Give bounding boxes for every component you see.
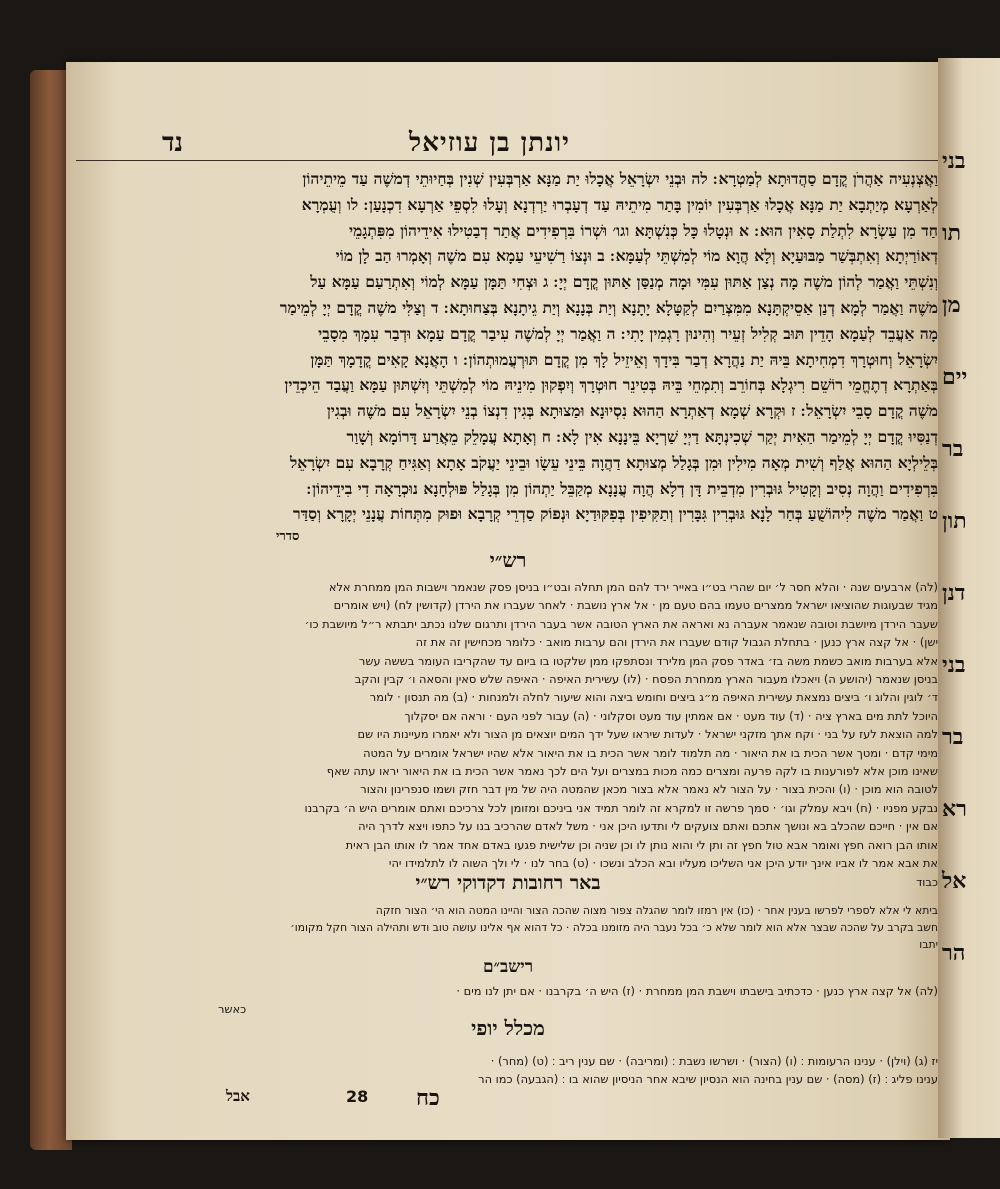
targum-line: דְנַסִּיוּ קֳדָם יְיָ לְמֵימַר הַאִית יְקַר שְׁכִינְתָּא דַיְיָ שַׁרְיָא בֵּינָנָא אִין לָא ׃ ח וְאָתָא עֲמָלֵק מֵאֲרַע דָּרוֹמָא וְשָׁוַר bbox=[346, 426, 938, 446]
rashi-line: אם אין · חייכם שהכלב בא ונושך אתכם ואתם צועקים לי ותדעו היכן אני · משל לאדם שהרכיב בנו על כתפו ויצא לדרך היה bbox=[358, 819, 938, 834]
next-page-fragment: תון bbox=[942, 508, 967, 534]
next-page-fragment: מן bbox=[942, 292, 961, 318]
targum-text bbox=[78, 166, 938, 527]
beer-rechovot-text bbox=[78, 902, 938, 953]
beer-line: יתבו bbox=[919, 938, 938, 951]
next-page-fragment: אל bbox=[942, 868, 967, 894]
rashi-line: (לה) ארבעים שנה · והלא חסר ל׳ יום שהרי בט״ו באייר ירד להם המן תחלה ובט״ו בניסן פסק שנאמר וישבות המן ממחרת אלא bbox=[328, 580, 938, 594]
next-page-fragment: בר bbox=[942, 724, 964, 750]
mikhlol-yofi-heading: מכלל יופי bbox=[471, 1016, 545, 1040]
next-page-fragment: בני bbox=[942, 148, 966, 174]
rashi-line: למה הוצאת לעז על בני · וקח אתך מזקני ישראל · לעדות שיראו שעל ידך המים יוצאים מן הצור ולא יאמרו מעיינות היו שם bbox=[357, 727, 938, 742]
signature-number: 28 bbox=[346, 1087, 369, 1106]
beer-line: חשב בקרב על שהכה שבצר אלא הוא לומר שלא כ׳ בכל נעבר היה מזומנו בכלה · כל דהוא אף אלינו עושה טוב ודש ותהילה הצור חקל מקומו׳ bbox=[290, 921, 938, 934]
next-page-fragment: דנן bbox=[942, 580, 966, 606]
mikhlol-yofi-text bbox=[78, 1052, 938, 1088]
next-page-fragment: רא bbox=[942, 796, 967, 822]
targum-line: בִּרְפִידִים וַהֲוָה נְסִיב וְקָטִיל גּוּבְרִין מִדְבֵית דָּן דְלָא הֲוָה עֲנָנָא מְקַבֵּל יַתְהוֹן מִן בְּגָלַל פּוּלְחָנָא נוּכְרָאָה דִי בִידֵיהוֹן ׃ bbox=[306, 478, 938, 498]
targum-line: מָה אַעֲבֵד לְעַמָא הָדֵין תּוּב קְלִיל זְעֵיר וְהִינוּן רָגְמִין יָתִי ׃ ה וַאֲמַר יְיָ לְמשֶׁה עִיבַר קֳדָם עַמָא וּדְבַר עִמָךְ מִסָבֵי bbox=[318, 323, 938, 343]
rashbam-text bbox=[78, 982, 938, 1018]
next-page-fragment: בני bbox=[942, 652, 966, 678]
book-page bbox=[66, 62, 950, 1140]
signature-mark: כח bbox=[416, 1085, 440, 1111]
rashi-heading: רש״י bbox=[489, 548, 527, 572]
rashi-line: בניסן שנאמר (יהושע ה) ויאכלו מעבור הארץ ממחרת הפסח · (לו) עשירית האיפה · האיפה שלש סאין והסאה ו׳ קבין והקב bbox=[354, 672, 938, 687]
rashbam-line: (לה) אל קצה ארץ כנען · כדכתיב בישבתו וישבת המן ממחרת · (ז) היש ה׳ בקרבנו · אם יתן לנו מים · bbox=[456, 984, 938, 998]
targum-line: משֶׁה וַאֲמַר לְמָא דְנַן אַסֵיקְתָּנָא מִמִּצְרַיִם לְקַטָּלָא יָתָנָא וְיַת בְּנָנָא וְיַת גֵיתָנָא בְּצַחוּתָא ׃ ד וְצַלִּי משֶׁה קֳדָם יְיָ לְמֵימַר bbox=[279, 297, 938, 317]
beer-rechovot-heading: באר רחובות דקדוקי רש״י bbox=[415, 872, 601, 894]
next-page-fragment: בר bbox=[942, 436, 964, 462]
rashi-line: ד׳ לוגין והלוג ו׳ ביצים נמצאת עשירית האיפה מ״ג ביצים וחומש ביצה והוא שיעור לחלה ולמנחות · (ב) מה תנסון · לומר bbox=[369, 690, 938, 705]
rashi-line: נבקע מפניו · (ח) ויבא עמלק וגו׳ · סמך פרשה זו למקרא זה לומר תמיד אני ביניכם ומזומן לכל צרכיכם ואתם אומרים היש ה׳ בקרבנו bbox=[304, 800, 938, 815]
targum-line: דְאוֹרַיְתָא וְאִתְבְּשַׁר מַבּוּעַיָא וְלָא הֲוָא מוֹי לְמִשְׁתֵּי לְעַמָּא ׃ ב וּנְצוֹ רַשִׁיעֵי עַמָא עִם משֶׁה וְאָמְרוּ הַב לָן מוֹי bbox=[335, 246, 938, 266]
targum-line: ט וַאֲמַר משֶׁה לִיהוֹשֻׁעַ בְּחַר לָנָא גּוּבְרִין גִּבָּרִין וְתַקִּיפִין בְּפִקּוּדַיָא וּנְפוֹק סַדְרֵי קְרָבָא וּפוּק מִתְּחוֹת עֲנָנֵי יְקָרָא וְסַדַּר bbox=[292, 504, 938, 524]
next-page-fragment: הר bbox=[942, 940, 966, 966]
rashi-line: את אבא אמר לו אביו אינך יודע היכן אני השליכו מעליו ובא הכלב ונשכו · (ט) בחר לנו · לי ולך השוה לו לתלמידו יהי bbox=[388, 856, 938, 871]
header-rule bbox=[76, 160, 940, 161]
targum-line: וְנִשְׁתֵּי וַאֲמַר לְהוֹן משֶׁה מָה נְצַן אַתּוּן עִמִּי וּמָה מְנַסַּן אַתּוּן קֳדָם יְיָ ׃ ג וּצְחִי תַּמָּן עַמָּא לְמוֹי וְאִתְרַעַם עַמָּא עַל bbox=[310, 272, 938, 292]
mikhlol-line: יז (ג) (וילן) · ענינו הרעומות ׃ (ו) (הצור) · ושרשו נשבת ׃ (ומריבה) · שם ענין ריב ׃ (ט) (מחר) · bbox=[490, 1054, 938, 1068]
rashi-line: ישן) · אל קצה ארץ כנען · בתחלת הגבול קודם שעברו את הירדן והם ערבות מואב · כלומר מכחישין זה את זה bbox=[415, 635, 938, 650]
targum-line: לְאַרְעָא מְיַתְבָא יַת מַנָּא אֲכָלוּ אַרְבְּעִין יוֹמִין בָּתַר מִיתֵיהּ עַד דְעָבְרוּ יַרְדְנָא וְעָלוּ לִסְפֵי אַרְעָא דִכְנָעַן ׃ לו וְעֻמְרָא bbox=[301, 194, 938, 214]
signature-line bbox=[226, 1087, 556, 1117]
mikhlol-line: ענינו פליג ׃ (ז) (מסה) · שם ענין בחינה הוא הנסיון שיבא אחר הניסיון שהוא בו ׃ (הגבעה) כמו הר bbox=[478, 1072, 938, 1086]
targum-line: וַאֲצְנְעִיה אַהֲרֹן קֳדָם סַהֲדוּתָא לְמַטְרָא ׃ לה וּבְנֵי יִשְׂרָאֵל אֲכָלוּ יַת מַנָּא אַרְבְּעִין שְׁנִין בְּחַיוּתֵי דְמשֶׁה עַד מֵיתֵיהוֹן bbox=[302, 169, 938, 188]
rashi-line: שאינו מוכן אלא לפורענות בו לקה פרעה ומצרים כמה מכות במצרים ועל הים לכך נאמר אשר הכית בו את היאור יראו עתה שאף bbox=[326, 764, 938, 779]
rashi-line: היוכל לתת מים בארץ ציה · (ד) עוד מעט · אם אמתין עוד מעט וסקלוני · (ה) עבור לפני העם · וראה אם יסקלוך bbox=[404, 708, 938, 723]
rashi-line: אלא בערבות מואב כשמת משה בז׳ באדר פסק המן מלירד ונסתפקו ממן שלקטו בו ביום עד שהקריבו העומר בששה עשר bbox=[358, 653, 938, 668]
rashi-line: שעבר הירדן מיושבת וטובה שנאמר אעברה נא ואראה את הארץ הטובה אשר בעבר הירדן ותרגום שלנו נכתב יתבתא ר״ל מיושבת כו׳ bbox=[304, 616, 938, 631]
running-title: יונתן בן עוזיאל bbox=[409, 128, 570, 158]
rashbam-heading: רישב״ם bbox=[482, 957, 534, 977]
next-page-fragment: יים bbox=[942, 364, 968, 390]
targum-catchword: סדרי bbox=[276, 529, 300, 544]
rashi-commentary bbox=[78, 578, 938, 891]
next-page-fragment: תו bbox=[942, 220, 962, 246]
rashi-line: כבוד bbox=[916, 874, 938, 889]
folio-number: נד bbox=[162, 128, 183, 158]
targum-line: חַד מִן עַשְׂרָא לִתְלַת סָאִין הוּא ׃ א וּנְטָלוּ כָּל כְּנִשְׁתָּא וגו׳ וּשְׁרוֹ בִּרְפִידִים אֲתַר דְבַטִילוּ אִידֵיהוֹן מִפִּתְגָמֵי bbox=[348, 220, 938, 240]
rashi-line: אותו הבן רואה חפץ ואומר אבא טול חפץ זה ותן לי והוא נותן לו וכן שניה וכן שלישית פגעו באדם אחד אמר לו אותו הבן ראית bbox=[345, 837, 938, 852]
page-catchword: אבל bbox=[226, 1087, 250, 1105]
rashbam-catchword: כאשר bbox=[218, 1002, 247, 1016]
next-page-edge bbox=[938, 58, 1000, 1138]
rashi-line: מימי קדם · ומטך אשר הכית בו את היאור · מה תלמוד לומר אשר הכית בו את היאור אלא שהיו ישראל אומרים על המטה bbox=[363, 745, 938, 760]
rashi-line: לטובה הוא מוכן · (ו) והכית בצור · על הצור לא נאמר אלא בצור מכאן שהמטה היה של מין דבר חזק ושמו סנפרינון והצור bbox=[360, 782, 938, 797]
targum-line: בְּלֵילְיָא הַהוּא אֲלַף וְשִׁית מְאָה מִילִין וּמִן בְּגָלַל מְצוּתָא דַהֲוָה בֵּינֵי עֵשָׂו וּבֵינֵי יַעֲקֹב אָתָא וְאַגִּיחַ קְרָבָא עִם יִשְׂרָאֵל bbox=[289, 452, 938, 472]
targum-line: יִשְׂרָאֵל וְחוּטְרָךְ דִמְחִיתָא בֵּיהּ יַת נַהֲרָא דְבַר בִּידָךְ וְאֵיזֵיל לָךְ מִן קֳדָם תּוּרְעֲמוּתְהוֹן ׃ ו הָאֲנָא קָאִים קֳדָמָךְ תַּמָּן bbox=[310, 349, 938, 369]
beer-line: ביתא לי אלא לספרי לפרשו בענין אחר · (כו) אין רמזו לומר שהגלה צפור מצוה שהכה הצור והיינו המטה הוא הי׳ הצור חזקה bbox=[375, 904, 938, 917]
targum-line: משֶׁה קֳדָם סָבֵי יִשְׂרָאֵל ׃ ז וּקְרָא שְׁמָא דְאַתְרָא הַהוּא נִסְיוּנָא וּמַצוּתָא בְּגִין דִנְצוֹ בְנֵי יִשְׂרָאֵל עִם משֶׁה וּבְגִין bbox=[326, 401, 938, 421]
rashi-line: מגיד שבעוגות שהוציאו ישראל ממצרים טעמו בהם טעם מן · אל ארץ נושבת · לאחר שעברו את הירדן (קדושין לח) (ויש אומרים bbox=[333, 598, 938, 613]
targum-line: בְּאַתְרָא דְתֶחֱמֵי רוֹשֵׁם רִיגְלָא בְּחוֹרֵב וְתִמְחֵי בֵּיהּ בְּטִינֵר חוּטְרָךְ וְיִפְקוּן מִינֵיהּ מוֹי לְמִשְׁתֵּי וְיִשְׁתּוּן עַמָּא וַעֲבַד הֵיכְדֵין bbox=[284, 375, 938, 395]
page-header bbox=[66, 62, 950, 158]
